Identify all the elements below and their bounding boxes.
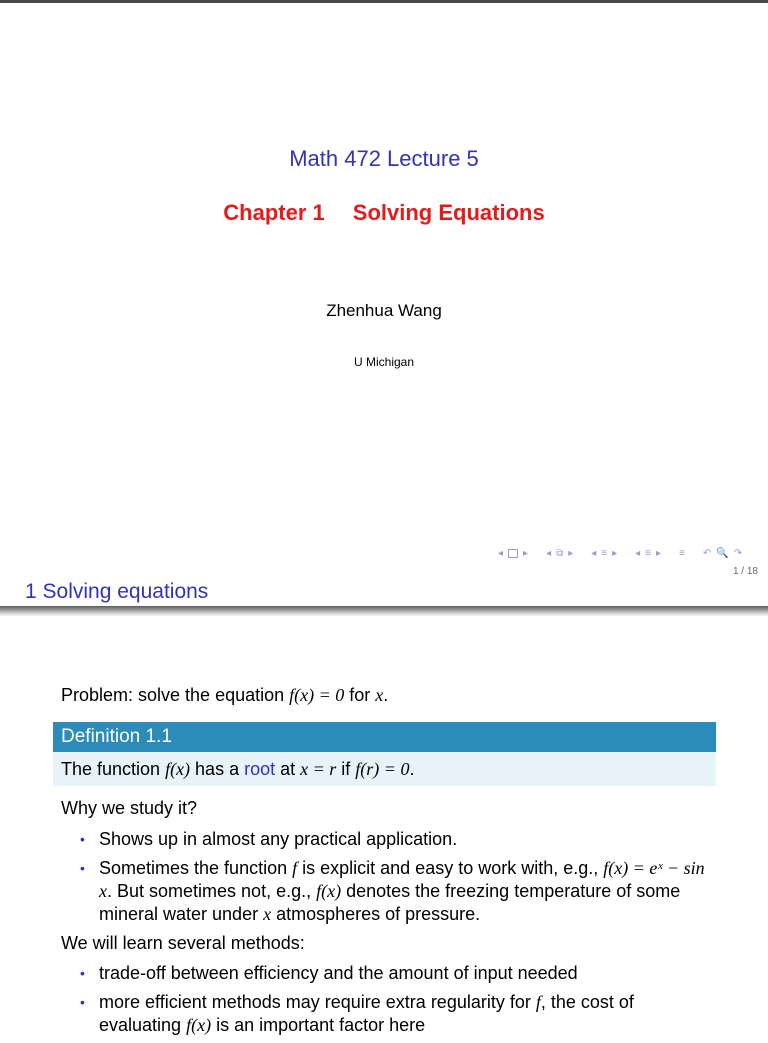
search-icon[interactable]: 🔍 (716, 548, 729, 559)
list-item: • more efficient methods may require extra regularity for f, the cost of evaluating f(x) is an important factor here (80, 991, 720, 1037)
nav-prev-icon[interactable]: ◂ (591, 548, 597, 559)
beamer-nav-bar (498, 548, 742, 559)
author-name: Zhenhua Wang (326, 301, 442, 320)
institute: U Michigan (353, 355, 415, 369)
section-title: 1 Solving equations (25, 580, 209, 603)
nav-next-icon[interactable]: ▸ (612, 548, 618, 559)
nav-next-icon[interactable]: ▸ (568, 548, 574, 559)
math: f (292, 858, 298, 878)
math: f (535, 992, 541, 1012)
problem-statement: Problem: solve the equation f(x) = 0 for x. (61, 685, 389, 705)
methods-heading: We will learn several methods: (61, 933, 305, 953)
math: x = r (300, 759, 337, 779)
page-number: 1 / 18 (732, 566, 758, 577)
chapter-heading (0, 200, 768, 226)
definition-block (53, 722, 716, 786)
title-slide (0, 3, 768, 607)
chapter-title: Solving Equations (352, 200, 545, 225)
forward-icon[interactable]: ↷ (733, 548, 743, 559)
math: f(x) (165, 759, 191, 779)
math: f(r) = 0 (355, 759, 410, 779)
nav-prev-icon[interactable]: ◂ (498, 548, 504, 559)
lecture-title: Math 472 Lecture 5 (289, 146, 479, 171)
chapter-number: Chapter 1 (223, 200, 325, 225)
math: f(x) (186, 1015, 212, 1035)
back-icon[interactable]: ↶ (702, 548, 712, 559)
nav-prev-icon[interactable]: ◂ (635, 548, 641, 559)
math: f(x) = 0 (289, 685, 345, 705)
math: x (375, 685, 384, 705)
list-item: • Shows up in almost any practical application. (80, 828, 720, 851)
math: x (263, 904, 272, 924)
definition-body: The function f(x) has a root at x = r if f(r) = 0. (53, 752, 716, 786)
nav-next-icon[interactable]: ▸ (523, 548, 529, 559)
nav-prev-icon[interactable]: ◂ (546, 548, 552, 559)
frame-icon[interactable] (508, 549, 518, 558)
outline-icon[interactable]: ≡ (679, 548, 685, 559)
section-icon[interactable]: ≡ (601, 548, 608, 559)
nav-next-icon[interactable]: ▸ (656, 548, 662, 559)
math: f(x) (316, 881, 342, 901)
subsection-icon[interactable]: ⧉ (556, 548, 564, 559)
list-item: • Sometimes the function f is explicit and easy to work with, e.g., f(x) = eˣ − sin x. But sometimes not, e.g., f(x) denotes the freezing temperature of some mineral water under x atmospheres of pressure. (80, 857, 720, 926)
why-list (80, 828, 720, 932)
why-heading: Why we study it? (61, 798, 198, 818)
list-item: • trade-off between efficiency and the amount of input needed (80, 962, 720, 985)
definition-header: Definition 1.1 (53, 722, 716, 752)
math: f(x) = eˣ − sin x (99, 858, 705, 901)
slide-divider (0, 606, 768, 616)
root-term: root (244, 759, 276, 779)
methods-list (80, 962, 720, 1043)
section-icon[interactable]: ≡ (645, 548, 652, 559)
